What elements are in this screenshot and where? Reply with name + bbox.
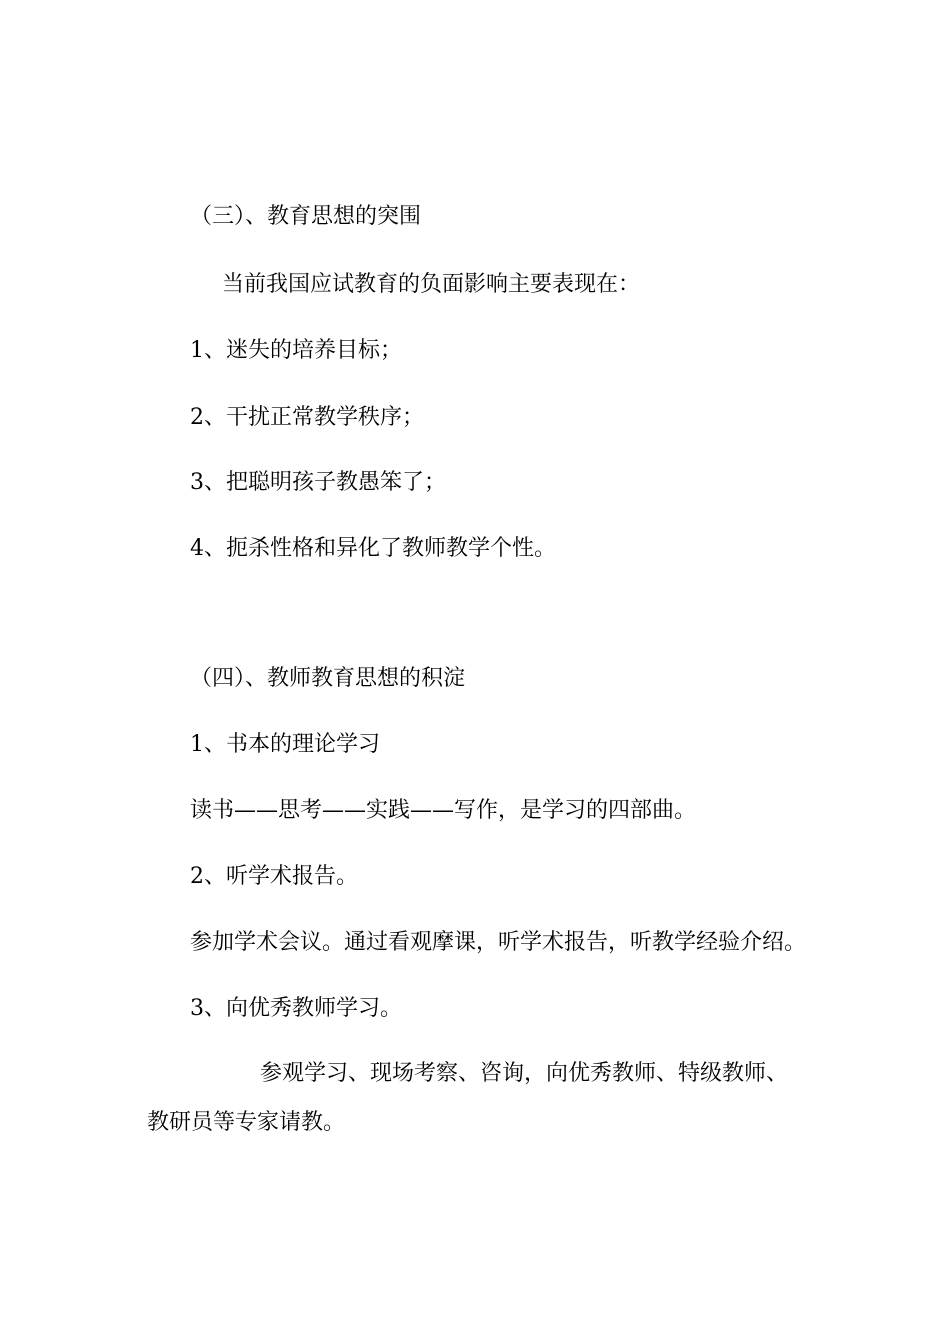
list-item: 3、把聪明孩子教愚笨了； xyxy=(190,470,446,495)
subsection-text-line1: 参观学习、现场考察、咨询，向优秀教师、特级教师、 xyxy=(260,1061,789,1086)
section4-heading: （四）、教师教育思想的积淀 xyxy=(190,666,466,691)
subsection-title: 2、听学术报告。 xyxy=(190,864,358,889)
section3-heading: （三）、教育思想的突围 xyxy=(190,204,422,229)
list-item: 1、迷失的培养目标； xyxy=(190,338,402,363)
list-item: 2、干扰正常教学秩序； xyxy=(190,405,424,430)
section3-intro: 当前我国应试教育的负面影响主要表现在： xyxy=(222,272,641,297)
subsection-title: 1、书本的理论学习 xyxy=(190,732,380,757)
subsection-title: 3、向优秀教师学习。 xyxy=(190,996,402,1021)
subsection-text-line2: 教研员等专家请教。 xyxy=(147,1110,346,1135)
subsection-text: 参加学术会议。通过看观摩课，听学术报告，听教学经验介绍。 xyxy=(190,930,807,955)
list-item: 4、扼杀性格和异化了教师教学个性。 xyxy=(190,536,556,561)
subsection-text: 读书——思考——实践——写作，是学习的四部曲。 xyxy=(190,798,697,823)
